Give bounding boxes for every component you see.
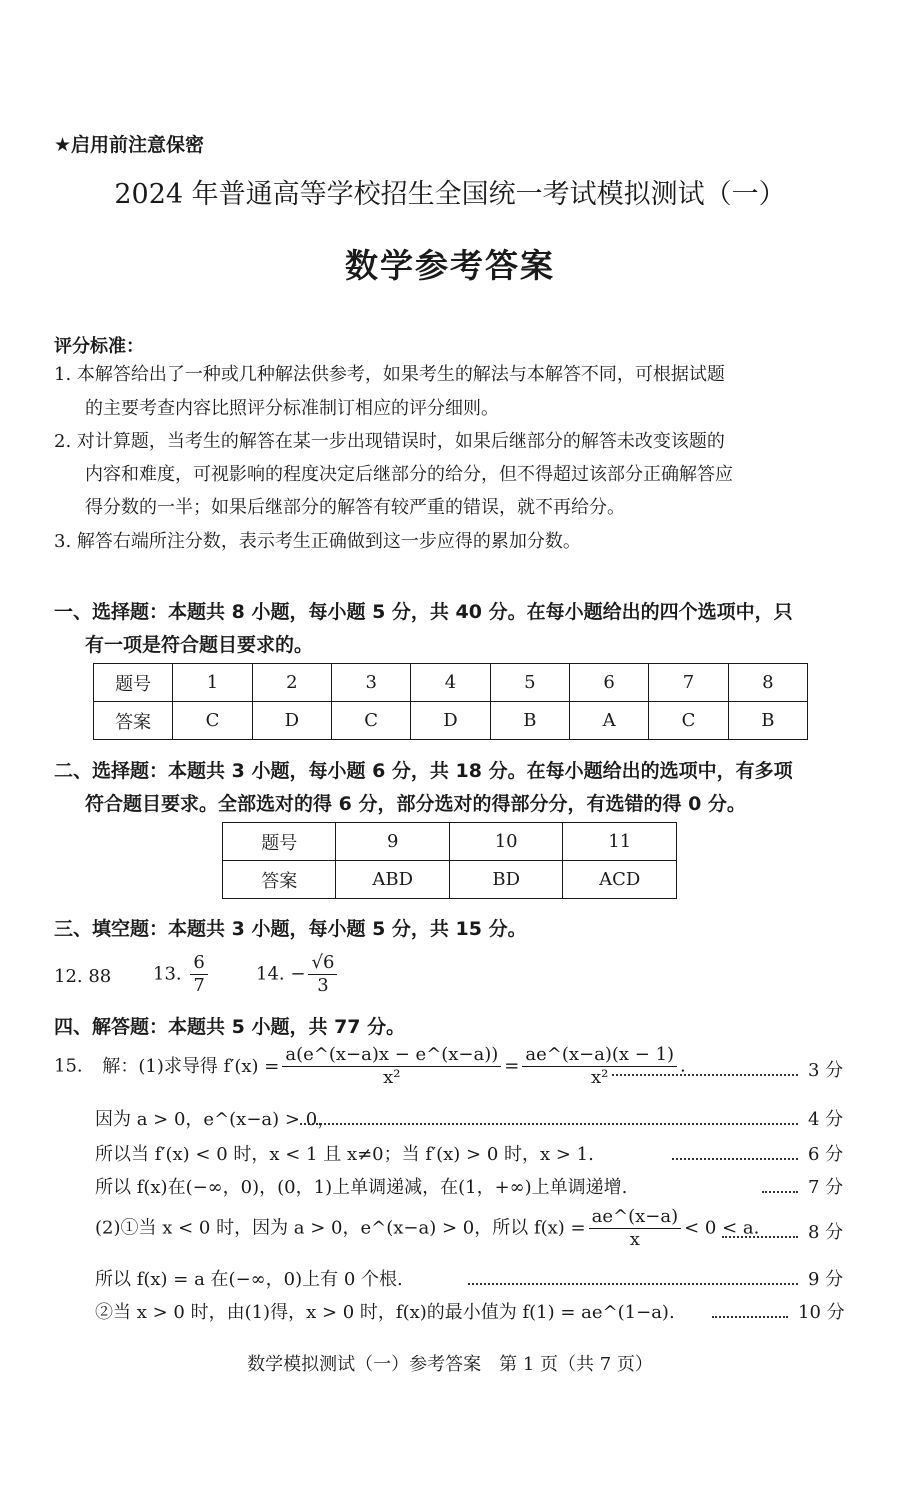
table-row-questions (223, 823, 677, 861)
table-row-answers (94, 702, 808, 740)
leader-dots (300, 1123, 798, 1125)
derivative-fraction-2 (522, 1044, 677, 1089)
answer-q12: 12. 88 (54, 966, 112, 987)
derivative-denominator-1: x² (383, 1067, 401, 1088)
answer-cell: A (569, 702, 648, 740)
leader-dots (672, 1158, 798, 1160)
q15-label: 15. (54, 1055, 83, 1077)
question-number: 7 (649, 664, 728, 702)
criteria-heading: 评分标准： (54, 336, 144, 357)
leader-dots (722, 1236, 798, 1238)
answer-cell: BD (449, 861, 562, 899)
table-label-question: 题号 (94, 664, 173, 702)
q15-step5-text: (2)①当 x < 0 时，因为 a > 0，e^(x−a) > 0，所以 f(x) = (95, 1217, 586, 1239)
section2-heading: 二、选择题：本题共 3 小题，每小题 6 分，共 18 分。在每小题给出的选项中，有多项 (54, 760, 793, 782)
criteria-item-3: 3. 解答右端所注分数，表示考生正确做到这一步应得的累加分数。 (54, 531, 581, 552)
section2-answer-table (222, 822, 677, 899)
confidential-notice: ★启用前注意保密 (54, 134, 205, 156)
answer-cell: C (649, 702, 728, 740)
criteria-item-2-cont-b: 得分数的一半；如果后继部分的解答有较严重的错误，就不再给分。 (85, 497, 625, 518)
q14-fraction (308, 952, 337, 997)
derivative-numerator-1: a(e^(x−a)x − e^(x−a)) (282, 1044, 501, 1067)
page-footer: 数学模拟测试（一）参考答案 第 1 页（共 7 页） (247, 1354, 653, 1375)
answer-cell: B (728, 702, 807, 740)
score-step-3: 6 分 (808, 1144, 844, 1165)
q13-numerator: 6 (190, 952, 207, 975)
answer-cell: B (490, 702, 569, 740)
q15-step1-text: 解：(1)求导得 f′(x) = (102, 1055, 280, 1077)
answer-q13 (153, 952, 211, 997)
derivative-numerator-2: ae^(x−a)(x − 1) (522, 1044, 677, 1067)
q15-step-1 (54, 1044, 686, 1089)
score-step-2: 4 分 (808, 1109, 844, 1130)
score-step-5: 8 分 (808, 1222, 844, 1243)
question-number: 11 (563, 823, 677, 861)
answer-cell: C (332, 702, 411, 740)
criteria-item-1: 1. 本解答给出了一种或几种解法供参考，如果考生的解法与本解答不同，可根据试题 (54, 364, 725, 385)
section2-heading-cont: 符合题目要求。全部选对的得 6 分，部分选对的得部分分，有选错的得 0 分。 (85, 793, 746, 815)
answer-cell: D (252, 702, 331, 740)
criteria-item-2: 2. 对计算题，当考生的解答在某一步出现错误时，如果后继部分的解答未改变该题的 (54, 431, 725, 452)
answer-cell: D (411, 702, 490, 740)
q14-numerator: √6 (308, 952, 337, 975)
score-step-6: 9 分 (808, 1269, 844, 1290)
q15-step-2: 因为 a > 0，e^(x−a) > 0， (95, 1109, 336, 1130)
table-row-questions (94, 664, 808, 702)
answer-q14 (256, 952, 340, 997)
score-step-1: 3 分 (808, 1060, 844, 1081)
section1-answer-table (93, 663, 808, 740)
q13-fraction (190, 952, 207, 997)
question-number: 1 (173, 664, 252, 702)
leader-dots (468, 1283, 798, 1285)
question-number: 4 (411, 664, 490, 702)
table-row-answers (223, 861, 677, 899)
q15-step-3: 所以当 f′(x) < 0 时，x < 1 且 x≠0；当 f′(x) > 0 时，x > 1. (95, 1144, 594, 1165)
question-number: 6 (569, 664, 648, 702)
question-number: 5 (490, 664, 569, 702)
leader-dots (762, 1191, 798, 1193)
q14-label: 14. (256, 963, 285, 985)
answer-cell: ABD (336, 861, 450, 899)
exam-title: 2024 年普通高等学校招生全国统一考试模拟测试（一） (114, 179, 786, 210)
document-subtitle: 数学参考答案 (345, 246, 555, 285)
section4-heading: 四、解答题：本题共 5 小题，共 77 分。 (54, 1016, 406, 1038)
q15-step5-tail: < 0 < a. (684, 1217, 760, 1239)
criteria-item-2-cont-a: 内容和难度，可视影响的程度决定后继部分的给分，但不得超过该部分正确解答应 (85, 464, 733, 485)
question-number: 9 (336, 823, 450, 861)
score-step-7: 10 分 (798, 1302, 845, 1323)
period: . (680, 1055, 686, 1077)
section1-heading-cont: 有一项是符合题目要求的。 (85, 634, 314, 656)
question-number: 10 (449, 823, 562, 861)
derivative-fraction-1 (282, 1044, 501, 1089)
leader-dots (712, 1316, 788, 1318)
leader-dots (612, 1074, 798, 1076)
table-label-answer: 答案 (94, 702, 173, 740)
answer-cell: C (173, 702, 252, 740)
derivative-denominator-2: x² (591, 1067, 609, 1088)
table-label-question: 题号 (223, 823, 336, 861)
question-number: 3 (332, 664, 411, 702)
q13-label: 13. (153, 963, 182, 985)
q14-sign: − (290, 963, 306, 985)
f-value-numerator: ae^(x−a) (589, 1206, 681, 1229)
question-number: 2 (252, 664, 331, 702)
q14-denominator: 3 (317, 975, 329, 996)
q15-step-7: ②当 x > 0 时，由(1)得，x > 0 时，f(x)的最小值为 f(1) = ae^(1−a). (95, 1302, 675, 1323)
answer-cell: ACD (563, 861, 677, 899)
f-value-fraction (589, 1206, 681, 1251)
criteria-item-1-cont: 的主要考查内容比照评分标准制订相应的评分细则。 (85, 398, 499, 419)
score-step-4: 7 分 (808, 1177, 844, 1198)
table-label-answer: 答案 (223, 861, 336, 899)
q15-step-6: 所以 f(x) = a 在(−∞，0)上有 0 个根. (95, 1269, 403, 1290)
f-value-denominator: x (629, 1229, 640, 1250)
section3-heading: 三、填空题：本题共 3 小题，每小题 5 分，共 15 分。 (54, 918, 527, 940)
question-number: 8 (728, 664, 807, 702)
q13-denominator: 7 (193, 975, 205, 996)
section1-heading: 一、选择题：本题共 8 小题，每小题 5 分，共 40 分。在每小题给出的四个选项中，只 (54, 601, 793, 623)
q15-step-4: 所以 f(x)在(−∞，0)，(0，1)上单调递减，在(1，+∞)上单调递增. (95, 1177, 628, 1198)
q15-step-5 (95, 1206, 759, 1251)
equals-sign: = (504, 1055, 520, 1077)
